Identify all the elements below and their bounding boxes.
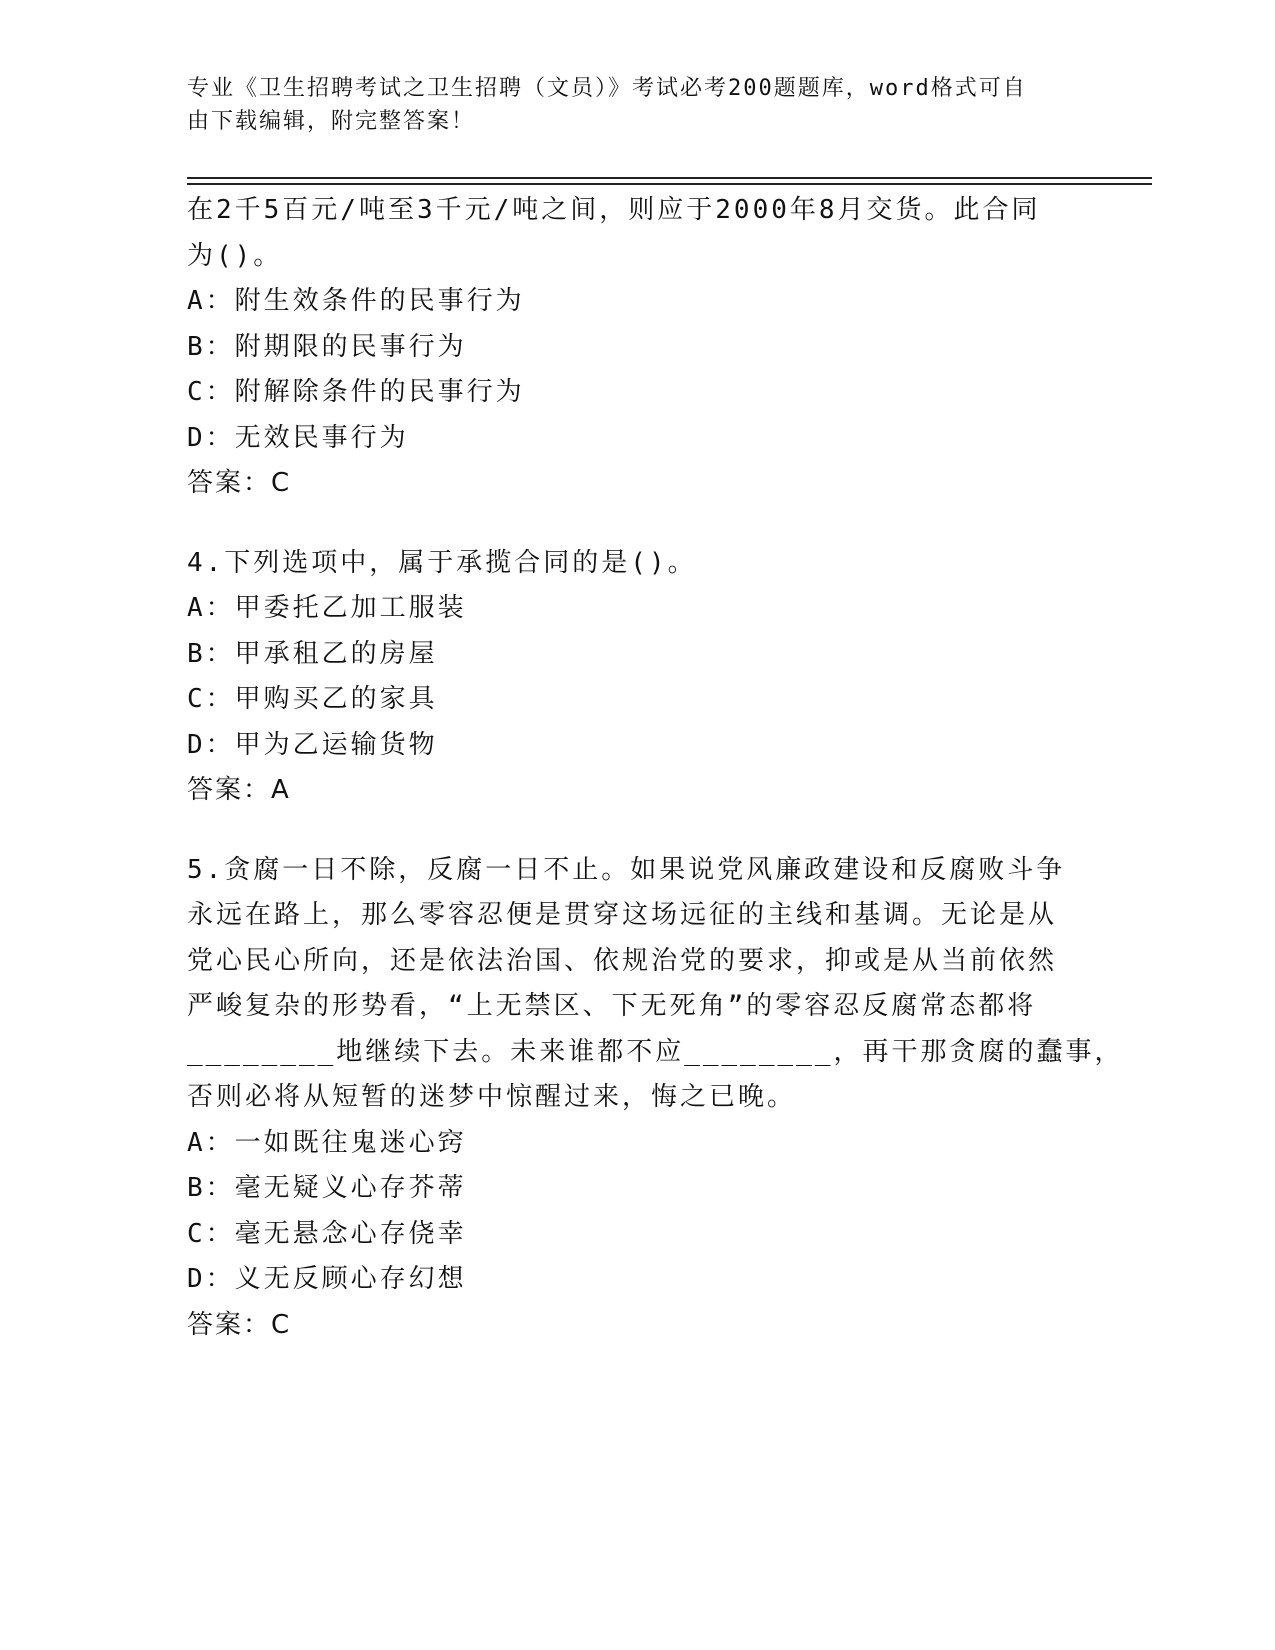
option-b: B：毫无疑义心存芥蒂 xyxy=(187,1173,467,1203)
option-d: D：无效民事行为 xyxy=(187,422,409,453)
option-a: A：甲委托乙加工服装 xyxy=(187,593,467,623)
header-divider-bottom xyxy=(187,183,1152,185)
question-list xyxy=(187,188,1124,1348)
answer: 答案：C xyxy=(187,1309,292,1340)
document-header xyxy=(187,72,1067,138)
answer: 答案：A xyxy=(187,775,291,805)
option-b: B：附期限的民事行为 xyxy=(187,331,467,362)
option-d: D：义无反顾心存幻想 xyxy=(187,1264,467,1294)
header-line-2: 由下载编辑，附完整答案！ xyxy=(187,109,476,134)
question-stem-line: 在2千5百元/吨至3千元/吨之间，则应于2000年8月交货。此合同 xyxy=(187,195,1041,225)
option-c: C：附解除条件的民事行为 xyxy=(187,377,525,407)
question-3 xyxy=(187,188,1087,507)
option-d: D：甲为乙运输货物 xyxy=(187,729,438,760)
question-stem-line: 永远在路上，那么零容忍便是贯穿这场远征的主线和基调。无论是从 xyxy=(187,900,1058,930)
option-b: B：甲承租乙的房屋 xyxy=(187,638,438,669)
question-stem-line: 为()。 xyxy=(187,240,283,271)
question-4 xyxy=(187,541,1087,814)
option-a: A：附生效条件的民事行为 xyxy=(187,286,525,316)
option-a: A：一如既往鬼迷心窍 xyxy=(187,1127,467,1158)
option-c: C：甲购买乙的家具 xyxy=(187,684,438,714)
question-stem: 4.下列选项中，属于承揽合同的是()。 xyxy=(187,547,697,578)
option-c: C：毫无悬念心存侥幸 xyxy=(187,1218,467,1249)
header-divider-top xyxy=(187,177,1152,179)
question-5 xyxy=(187,848,1124,1349)
question-stem-line: 党心民心所向，还是依法治国、依规治党的要求，抑或是从当前依然 xyxy=(187,945,1058,976)
question-stem-line: ________地继续下去。未来谁都不应________，再干那贪腐的蠢事， xyxy=(187,1036,1124,1067)
header-line-1: 专业《卫生招聘考试之卫生招聘（文员）》考试必考200题题库，word格式可自 xyxy=(187,76,1027,101)
answer: 答案：C xyxy=(187,468,292,498)
question-stem-line: 严峻复杂的形势看，“上无禁区、下无死角”的零容忍反腐常态都将 xyxy=(187,991,1037,1021)
question-stem-line: 否则必将从短暂的迷梦中惊醒过来，悔之已晚。 xyxy=(187,1082,797,1112)
question-stem-line: 5.贪腐一日不除，反腐一日不止。如果说党风廉政建设和反腐败斗争 xyxy=(187,854,1066,885)
